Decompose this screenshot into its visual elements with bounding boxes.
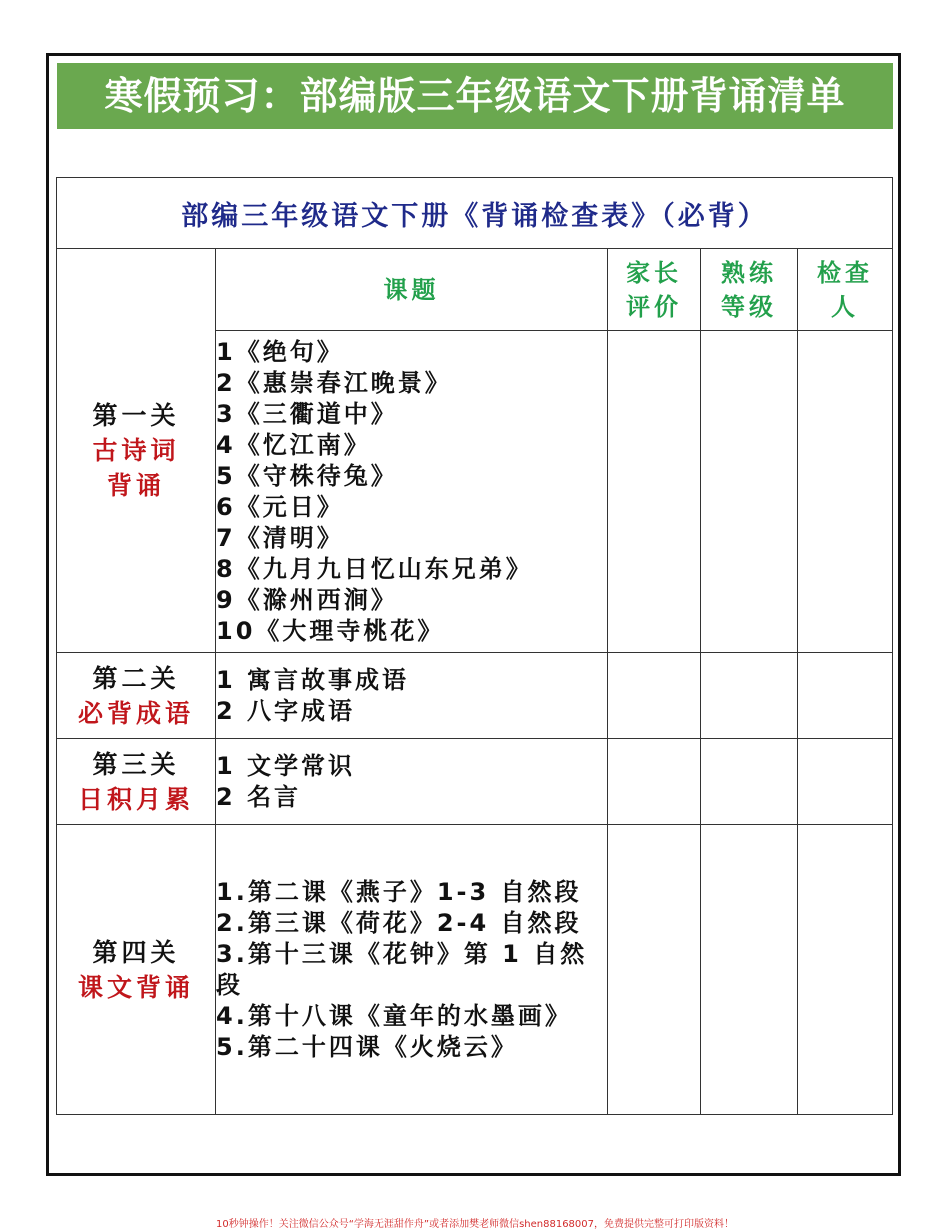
header-line: 人 [831, 292, 859, 321]
header-checker [798, 249, 893, 331]
section-2-items [216, 653, 608, 739]
section-level-label: 第一关 [92, 401, 180, 430]
header-proficiency [701, 249, 798, 331]
header-line: 家长 [626, 258, 682, 287]
header-line: 检查 [817, 258, 873, 287]
parent-eval-cell[interactable] [608, 653, 701, 739]
section-3-items [216, 739, 608, 825]
checker-cell[interactable] [798, 331, 893, 653]
checker-cell[interactable] [798, 825, 893, 1115]
section-level-3 [57, 739, 216, 825]
section-1-items [216, 331, 608, 653]
list-item: 9《滁州西涧》 [216, 585, 398, 614]
header-parent-eval [608, 249, 701, 331]
list-item: 1 寓言故事成语 [216, 665, 410, 694]
list-item: 1 文学常识 [216, 751, 356, 780]
checker-cell[interactable] [798, 739, 893, 825]
list-item: 10《大理寺桃花》 [216, 616, 445, 645]
section-level-label: 第二关 [92, 663, 180, 693]
section-name-line: 日积月累 [77, 784, 194, 814]
list-item: 5.第二十四课《火烧云》 [216, 1032, 518, 1061]
list-item: 4《忆江南》 [216, 430, 371, 459]
proficiency-cell[interactable] [701, 653, 798, 739]
list-item: 2 名言 [216, 782, 302, 811]
table-caption: 部编三年级语文下册《背诵检查表》（必背） [57, 178, 893, 249]
page-title-banner: 寒假预习：部编版三年级语文下册背诵清单 [57, 63, 893, 129]
section-name-line: 必背成语 [77, 698, 194, 728]
list-item: 3《三衢道中》 [216, 399, 398, 428]
recitation-checklist-table [56, 177, 893, 1115]
list-item: 8《九月九日忆山东兄弟》 [216, 554, 533, 583]
header-line: 等级 [721, 292, 777, 321]
header-topic: 课题 [216, 249, 608, 331]
section-4-items [216, 825, 608, 1115]
section-level-label: 第四关 [92, 937, 180, 967]
section-level-4 [57, 825, 216, 1115]
list-item: 7《清明》 [216, 523, 344, 552]
section-name-line: 背诵 [106, 471, 165, 500]
list-item: 1《绝句》 [216, 337, 344, 366]
parent-eval-cell[interactable] [608, 825, 701, 1115]
list-item: 5《守株待兔》 [216, 461, 398, 490]
footer-note: 10秒钟操作！关注微信公众号“学海无涯甜作舟”或者添加樊老师微信shen88168007，免费提供完整可打印版资料！ [215, 1219, 735, 1230]
parent-eval-cell[interactable] [608, 739, 701, 825]
list-item: 2《惠崇春江晚景》 [216, 368, 452, 397]
list-item: 6《元日》 [216, 492, 344, 521]
section-name-line: 课文背诵 [77, 972, 194, 1002]
proficiency-cell[interactable] [701, 331, 798, 653]
proficiency-cell[interactable] [701, 825, 798, 1115]
list-item: 1.第二课《燕子》1-3 自然段 [216, 877, 582, 906]
section-level-2 [57, 653, 216, 739]
section-level-label: 第三关 [92, 749, 180, 779]
header-line: 评价 [626, 292, 682, 321]
section-level-1 [57, 249, 216, 653]
list-item: 2.第三课《荷花》2-4 自然段 [216, 908, 582, 937]
section-name-line: 古诗词 [92, 436, 180, 465]
parent-eval-cell[interactable] [608, 331, 701, 653]
proficiency-cell[interactable] [701, 739, 798, 825]
list-item: 3.第十三课《花钟》第 1 自然段 [216, 939, 588, 999]
list-item: 4.第十八课《童年的水墨画》 [216, 1001, 572, 1030]
checker-cell[interactable] [798, 653, 893, 739]
list-item: 2 八字成语 [216, 696, 356, 725]
header-line: 熟练 [721, 258, 777, 287]
